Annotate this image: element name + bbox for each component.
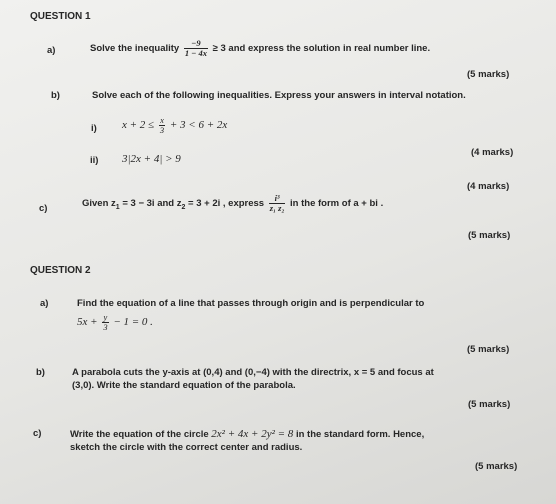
q2c-line1 (70, 428, 424, 440)
q1a-frac-den: 1 − 4x (184, 48, 208, 58)
q2a-equation (77, 313, 153, 332)
q1c-text-mid: = 3 − 3i and z (122, 198, 182, 210)
q2a-line1: Find the equation of a line that passes through origin and is perpendicular to (77, 298, 425, 309)
q2c-circle-equation: 2x² + 4x + 2y² = 8 (211, 428, 294, 440)
q2b-label: b) (36, 367, 45, 378)
q1a-text-after: ≥ 3 and express the solution in real number line. (212, 43, 431, 55)
q1c-text-mid2: = 3 + 2i , express (188, 198, 265, 210)
q1c-label: c) (39, 203, 48, 214)
q1b-label: b) (51, 90, 60, 101)
q2c-marks: (5 marks) (475, 461, 518, 472)
q1a-marks: (5 marks) (467, 69, 510, 80)
q2a-label: a) (40, 298, 49, 309)
q1c-frac-num: i³ (269, 194, 286, 204)
q2c-label: c) (33, 428, 42, 439)
q2b-marks: (5 marks) (468, 399, 511, 410)
q1a-fraction (184, 39, 208, 58)
q2c-line2: sketch the circle with the correct center and radius. (70, 442, 303, 453)
q1c-text-before: Given z (82, 198, 116, 210)
q1b-i-left: x + 2 ≤ (122, 119, 155, 132)
q1b-i-expression (122, 116, 227, 135)
q1a-text-before: Solve the inequality (90, 43, 180, 55)
q1b-ii-expression: 3|2x + 4| > 9 (122, 153, 181, 165)
q1c-question: Given $z_1 = 3 - 3i$ and $z_2 = 3 + 2i$ , express $\frac{\text{i³}}{\text{z₁ z₂}}$ in the form of a + bi . (82, 193, 384, 213)
q1a-frac-num: −9 (184, 39, 208, 49)
q2a-eq-frac-den: 3 (103, 322, 108, 332)
q1b-ii-label: ii) (90, 155, 99, 166)
q2c-line1-after: in the standard form. Hence, (295, 429, 425, 440)
q2b-line2: (3,0). Write the standard equation of the parabola. (72, 380, 296, 391)
q1b-i-frac-den: 3 (159, 125, 165, 135)
q1b-question: Solve each of the following inequalities. Express your answers in interval notation. (92, 90, 466, 101)
q1c-text-after: in the form of a + bi . (290, 198, 384, 210)
q2c-line1-before: Write the equation of the circle (70, 429, 209, 440)
q1b-i-label: i) (91, 123, 97, 134)
q1a-label: a) (47, 45, 56, 56)
q1c-frac-den: z₁ z₂ (269, 203, 285, 213)
q1b-ii-marks: (4 marks) (467, 181, 510, 192)
q2b-line1: A parabola cuts the y-axis at (0,4) and (0,−4) with the directrix, x = 5 and focus at (72, 367, 434, 378)
q1c-fraction (269, 194, 286, 213)
question-2-title: QUESTION 2 (30, 265, 91, 276)
q2a-eq-right: − 1 = 0 . (113, 316, 153, 329)
q2a-eq-frac-num: y (103, 312, 108, 322)
q2a-eq-fraction (102, 313, 108, 332)
q2a-eq-left: 5x + (77, 316, 98, 329)
q1b-i-right: + 3 < 6 + 2x (169, 119, 228, 132)
q1a-question (90, 39, 430, 58)
q1b-i-marks: (4 marks) (471, 147, 514, 158)
q1c-marks: (5 marks) (468, 230, 511, 241)
q2a-marks: (5 marks) (467, 344, 510, 355)
q1b-i-fraction (159, 116, 165, 135)
q1b-i-frac-num: x (160, 115, 164, 125)
question-1-title: QUESTION 1 (30, 11, 91, 22)
